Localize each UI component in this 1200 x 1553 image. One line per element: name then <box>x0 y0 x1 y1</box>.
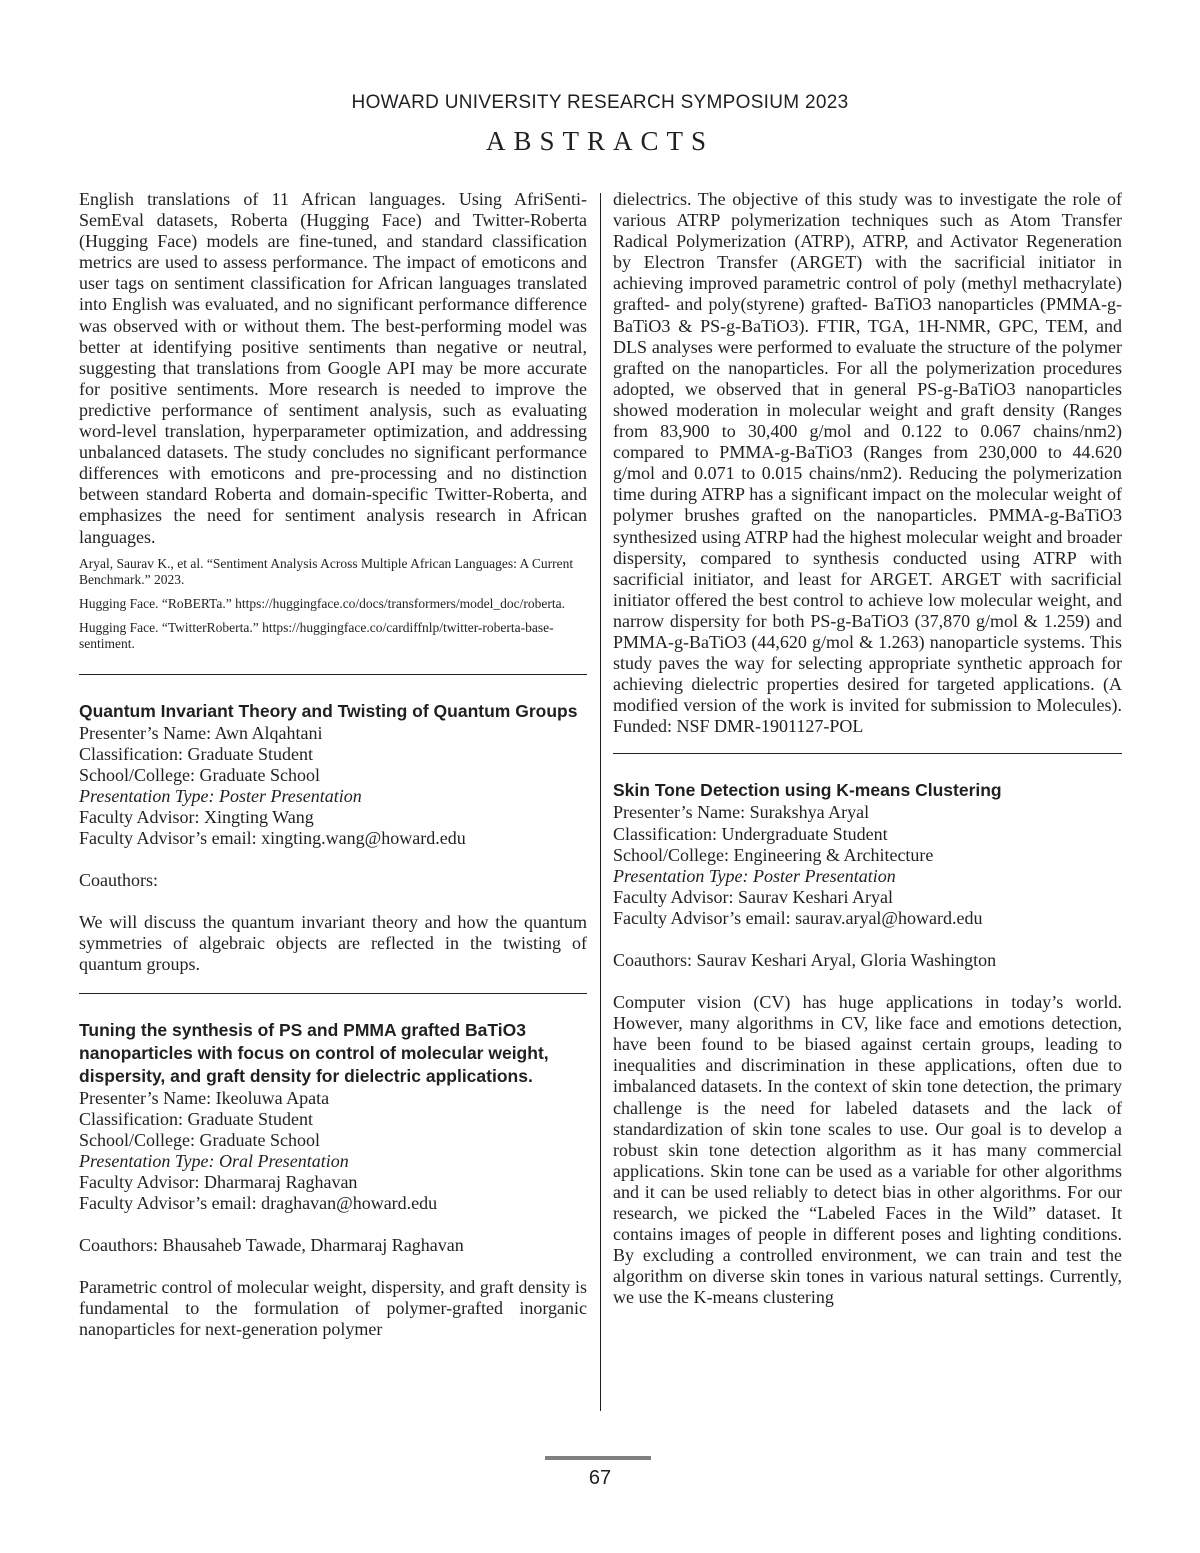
presentation-type: Presentation Type: Poster Presentation <box>613 865 896 886</box>
abstract-body: Computer vision (CV) has huge applications in today’s world. However, many algorithms in CV, like face and emotions detection, have been found to be biased against certain groups, leading to inequalities and discrimination in these applications, often due to imbalanced datasets. In the context of skin tone detection, the primary challenge is the need for labeled datasets and the lack of standardization of skin tone scales to use. Our goal is to develop a robust skin tone detection algorithm as it has many commercial applications. Skin tone can be used as a variable for other algorithms and it can be used reliably to detect bias in other algorithms. For our research, we picked the “Labeled Faces in the Wild” dataset. It contains images of people in different poses and lighting conditions. By excluding a controlled environment, we can train and test the algorithm on diverse skin tones in various natural settings. Currently, we use the K-means clustering <box>613 992 1122 1308</box>
footer-rule <box>545 1456 651 1460</box>
abstract-body: We will discuss the quantum invariant theory and how the quantum symmetries of algebraic objects are reflected in the twisting of quantum groups. <box>79 912 587 975</box>
references <box>79 556 587 652</box>
faculty-advisor: Faculty Advisor: Dharmaraj Raghavan <box>79 1171 358 1192</box>
presenter-name: Presenter’s Name: Awn Alqahtani <box>79 722 323 743</box>
presentation-type: Presentation Type: Poster Presentation <box>79 785 362 806</box>
school-college: School/College: Graduate School <box>79 764 320 785</box>
continued-abstract-text: English translations of 11 African languages. Using AfriSenti-SemEval datasets, Roberta (Hugging Face) and Twitter-Roberta (Hugging Face) models are fine-tuned, and standard classification metrics are used to assess performance. The impact of emoticons and user tags on sentiment classification for African languages translated into English was evaluated, and no significant performance difference was observed with or without them. The best-performing model was better at identifying positive sentiments than negative or neutral, suggesting that translations from Google API may be more accurate for positive sentiments. More research is needed to improve the predictive performance of sentiment analysis, such as evaluating word-level translation, hyperparameter optimization, and addressing unbalanced datasets. The study concludes no significant performance differences with emoticons and pre-processing and no distinction between standard Roberta and domain-specific Twitter-Roberta, and emphasizes the need for sentiment analysis research in African languages. <box>79 189 587 547</box>
abstract-title: Quantum Invariant Theory and Twisting of Quantum Groups <box>79 700 578 721</box>
presenter-name: Presenter’s Name: Surakshya Aryal <box>613 802 870 823</box>
faculty-advisor-email: Faculty Advisor’s email: xingting.wang@howard.edu <box>79 828 466 849</box>
right-column <box>613 189 1122 1309</box>
page-number: 67 <box>588 1467 612 1489</box>
coauthors: Coauthors: <box>79 870 158 891</box>
classification: Classification: Graduate Student <box>79 743 313 764</box>
classification: Classification: Graduate Student <box>79 1108 313 1129</box>
abstract-meta <box>79 1088 587 1215</box>
coauthors: Coauthors: Bhausaheb Tawade, Dharmaraj Raghavan <box>79 1235 464 1256</box>
left-column <box>79 189 587 1340</box>
faculty-advisor-email: Faculty Advisor’s email: draghavan@howard.edu <box>79 1193 438 1213</box>
presenter-name: Presenter’s Name: Ikeoluwa Apata <box>79 1087 330 1108</box>
faculty-advisor: Faculty Advisor: Saurav Keshari Aryal <box>613 886 893 907</box>
classification: Classification: Undergraduate Student <box>613 823 888 844</box>
abstract-title: Skin Tone Detection using K-means Clustering <box>613 780 1002 801</box>
coauthors: Coauthors: Saurav Keshari Aryal, Gloria Washington <box>613 950 997 970</box>
abstract-body: Parametric control of molecular weight, dispersity, and graft density is fundamental to the formulation of polymer-grafted inorganic nanoparticles for next-generation polymer <box>79 1277 587 1340</box>
faculty-advisor-email: Faculty Advisor’s email: saurav.aryal@howard.edu <box>613 907 983 928</box>
section-title: ABSTRACTS <box>485 126 715 156</box>
reference-item: Aryal, Saurav K., et al. “Sentiment Analysis Across Multiple African Languages: A Current Benchmark.” 2023. <box>79 555 574 587</box>
column-divider <box>600 193 601 1411</box>
symposium-header: HOWARD UNIVERSITY RESEARCH SYMPOSIUM 2023 <box>351 92 849 113</box>
abstract-title <box>79 1019 587 1088</box>
reference-item: Hugging Face. “TwitterRoberta.” https://huggingface.co/cardiffnlp/twitter-roberta-base-sentiment. <box>79 619 554 651</box>
abstract-title-line: Tuning the synthesis of PS and PMMA grafted BaTiO3 <box>79 1019 526 1040</box>
school-college: School/College: Engineering & Architecture <box>613 844 934 865</box>
faculty-advisor: Faculty Advisor: Xingting Wang <box>79 806 314 827</box>
abstract-meta <box>79 723 587 850</box>
abstract-meta <box>613 802 1122 929</box>
abstract-title-line: nanoparticles with focus on control of molecular weight, <box>79 1042 549 1063</box>
presentation-type: Presentation Type: Oral Presentation <box>79 1150 349 1171</box>
reference-item: Hugging Face. “RoBERTa.” https://huggingface.co/docs/transformers/model_doc/roberta. <box>79 595 565 611</box>
school-college: School/College: Graduate School <box>79 1129 320 1150</box>
continued-abstract-text: dielectrics. The objective of this study was to investigate the role of various ATRP polymerization techniques such as Atom Transfer Radical Polymerization (ATRP), ATRP, and Activator Regeneration by Electron Transfer (ARGET) with the sacrificial initiator in achieving improved parametric control of poly (methyl methacrylate) grafted- and poly(styrene) grafted- BaTiO3 nanoparticles (PMMA-g-BaTiO3 & PS-g-BaTiO3). FTIR, TGA, 1H-NMR, GPC, TEM, and DLS analyses were performed to evaluate the structure of the polymer grafted on the nanoparticles. For all the polymerization procedures adopted, we observed that in general PS-g-BaTiO3 nanoparticles showed moderation in molecular weight and graft density (Ranges from 83,900 to 30,400 g/mol and 0.122 to 0.067 chains/nm2) compared to PMMA-g-BaTiO3 (Ranges from 230,000 to 44.620 g/mol and 0.071 to 0.015 chains/nm2). Reducing the polymerization time during ATRP has a significant impact on the molecular weight of polymer brushes grafted on the nanoparticles. PMMA-g-BaTiO3 synthesized using ATRP had the highest molecular weight and broader dispersity, compared to synthesis conducted using ATRP with sacrificial initiator, and least for ARGET. ARGET with sacrificial initiator offered the best control to achieve low molecular weight, and narrow dispersity for both PS-g-BaTiO3 (37,870 g/mol & 1.259) and PMMA-g-BaTiO3 (44,620 g/mol & 1.263) nanoparticle systems. This study paves the way for selecting appropriate synthetic approach for achieving dielectric properties desired for targeted applications. (A modified version of the work is invited for submission to Molecules). Funded: NSF DMR-1901127-POL <box>613 189 1122 737</box>
abstract-title-line: dispersity, and graft density for dielectric applications. <box>79 1065 533 1086</box>
